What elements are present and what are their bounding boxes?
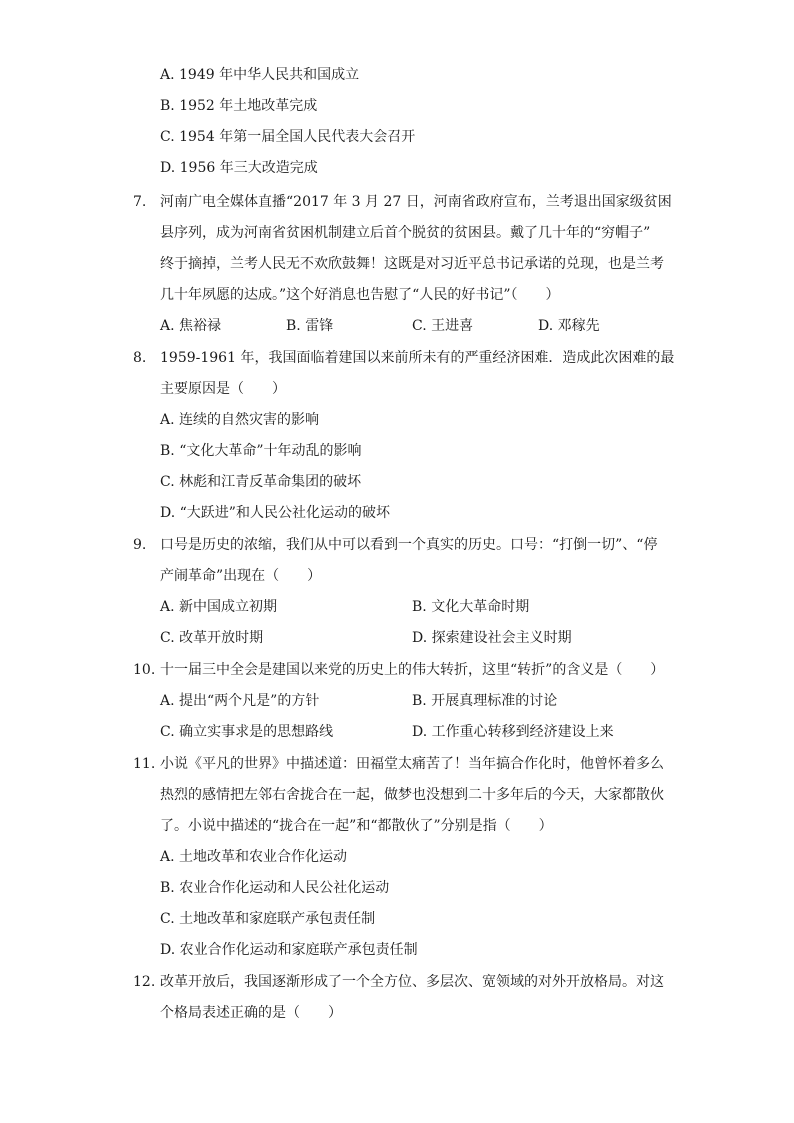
q10-option-c: C. 确立实事求是的思想路线	[160, 724, 334, 740]
q10-number: 10.	[133, 662, 156, 678]
q8-stem-line-2: 主要原因是（ ）	[160, 381, 286, 397]
q7-number: 7.	[133, 194, 147, 210]
q6-option-b: B. 1952 年土地改革完成	[160, 98, 318, 114]
q12-stem-line-1: 改革开放后，我国逐渐形成了一个全方位、多层次、宽领域的对外开放格局。对这	[160, 974, 664, 990]
q11-option-d: D. 农业合作化运动和家庭联产承包责任制	[160, 942, 418, 958]
q10-stem-line-1: 十一届三中全会是建国以来党的历史上的伟大转折，这里“转折”的含义是（ ）	[160, 662, 665, 678]
q7-option-d: D. 邓稼先	[538, 318, 600, 334]
q9-option-b: B. 文化大革命时期	[412, 599, 530, 615]
q9-option-d: D. 探索建设社会主义时期	[412, 630, 572, 646]
q7-option-a: A. 焦裕禄	[160, 318, 222, 334]
q6-option-c: C. 1954 年第一届全国人民代表大会召开	[160, 129, 416, 145]
q11-stem-line-2: 热烈的感情把左邻右舍拢合在一起，做梦也没想到二十多年后的今天，大家都散伙	[160, 787, 664, 803]
q12-number: 12.	[133, 974, 156, 990]
q10-option-b: B. 开展真理标准的讨论	[412, 693, 558, 709]
q8-option-c: C. 林彪和江青反革命集团的破坏	[160, 474, 362, 490]
q9-option-a: A. 新中国成立初期	[160, 599, 278, 615]
q9-option-c: C. 改革开放时期	[160, 630, 264, 646]
q10-option-a: A. 提出“两个凡是”的方针	[160, 693, 320, 709]
q9-stem-line-1: 口号是历史的浓缩，我们从中可以看到一个真实的历史。口号：“打倒一切”、“停	[160, 537, 658, 553]
q9-stem-line-2: 产闹革命”出现在（ ）	[160, 568, 322, 584]
q7-stem-line-3: 终于摘掉，兰考人民无不欢欣鼓舞！这既是对习近平总书记承诺的兑现，也是兰考	[160, 256, 664, 272]
q8-number: 8.	[133, 350, 147, 366]
q11-stem-line-3: 了。小说中描述的“拢合在一起”和“都散伙了”分别是指（ ）	[160, 818, 553, 834]
q8-option-d: D. “大跃进”和人民公社化运动的破坏	[160, 505, 390, 521]
q6-option-d: D. 1956 年三大改造完成	[160, 160, 318, 176]
q6-option-a: A. 1949 年中华人民共和国成立	[160, 67, 360, 83]
q11-option-c: C. 土地改革和家庭联产承包责任制	[160, 911, 376, 927]
q11-number: 11.	[133, 756, 156, 772]
q11-stem-line-1: 小说《平凡的世界》中描述道：田福堂太痛苦了！当年搞合作化时，他曾怀着多么	[160, 756, 664, 772]
q7-stem-line-2: 县序列，成为河南省贫困机制建立后首个脱贫的贫困县。戴了几十年的“穷帽子”	[160, 225, 651, 241]
q7-stem-line-4: 几十年夙愿的达成。”这个好消息也告慰了“人民的好书记”（ ）	[160, 287, 560, 303]
q7-option-c: C. 王进喜	[412, 318, 474, 334]
q10-option-d: D. 工作重心转移到经济建设上来	[412, 724, 614, 740]
q11-option-a: A. 土地改革和农业合作化运动	[160, 849, 348, 865]
q7-option-b: B. 雷锋	[286, 318, 334, 334]
q12-stem-line-2: 个格局表述正确的是（ ）	[160, 1005, 342, 1021]
q8-option-a: A. 连续的自然灾害的影响	[160, 412, 320, 428]
q9-number: 9.	[133, 537, 147, 553]
q7-stem-line-1: 河南广电全媒体直播“2017 年 3 月 27 日，河南省政府宣布，兰考退出国家级贫困	[160, 194, 672, 210]
q8-option-b: B. “文化大革命”十年动乱的影响	[160, 443, 362, 459]
q8-stem-line-1: 1959-1961 年，我国面临着建国以来前所未有的严重经济困难．造成此次困难的最	[160, 350, 675, 366]
q11-option-b: B. 农业合作化运动和人民公社化运动	[160, 880, 390, 896]
